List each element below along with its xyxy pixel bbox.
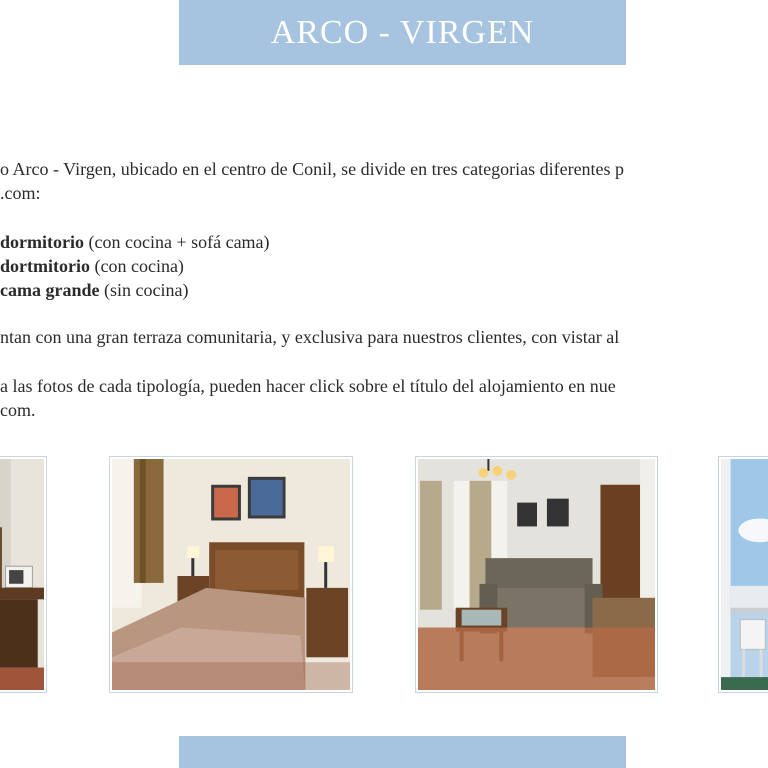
- terrace-photo[interactable]: [718, 456, 768, 693]
- category-detail: (con cocina): [89, 256, 184, 276]
- bedroom-photo-icon: [112, 459, 350, 690]
- category-name: dormitorio: [0, 232, 84, 252]
- category-name: cama grande: [0, 280, 100, 300]
- header-banner: [179, 0, 626, 65]
- category-detail: (sin cocina): [99, 280, 189, 300]
- intro-line-2: .com:: [0, 183, 41, 203]
- footer-banner: [179, 736, 626, 768]
- bedroom-photo[interactable]: [109, 456, 353, 693]
- kitchen-photo-icon: [0, 459, 44, 690]
- living-room-photo-icon: [418, 459, 655, 690]
- category-item: [0, 230, 768, 254]
- page-title: ARCO - VIRGEN: [270, 13, 535, 51]
- intro-line-1: o Arco - Virgen, ubicado en el centro de Conil, se divide en tres categorias diferentes p: [0, 159, 625, 179]
- category-item: [0, 278, 768, 302]
- photos-note-line-2: com.: [0, 400, 36, 420]
- kitchen-photo[interactable]: [0, 456, 47, 693]
- terrace-photo-icon: [721, 459, 768, 690]
- category-name: dortmitorio: [0, 256, 90, 276]
- living-room-photo[interactable]: [415, 456, 658, 693]
- category-detail: (con cocina + sofá cama): [83, 232, 270, 252]
- terrace-line: ntan con una gran terraza comunitaria, y exclusiva para nuestros clientes, con vistar al: [0, 327, 620, 347]
- category-item: [0, 254, 768, 278]
- photos-note-line-1: a las fotos de cada tipología, pueden hacer click sobre el título del alojamiento en nue: [0, 376, 616, 396]
